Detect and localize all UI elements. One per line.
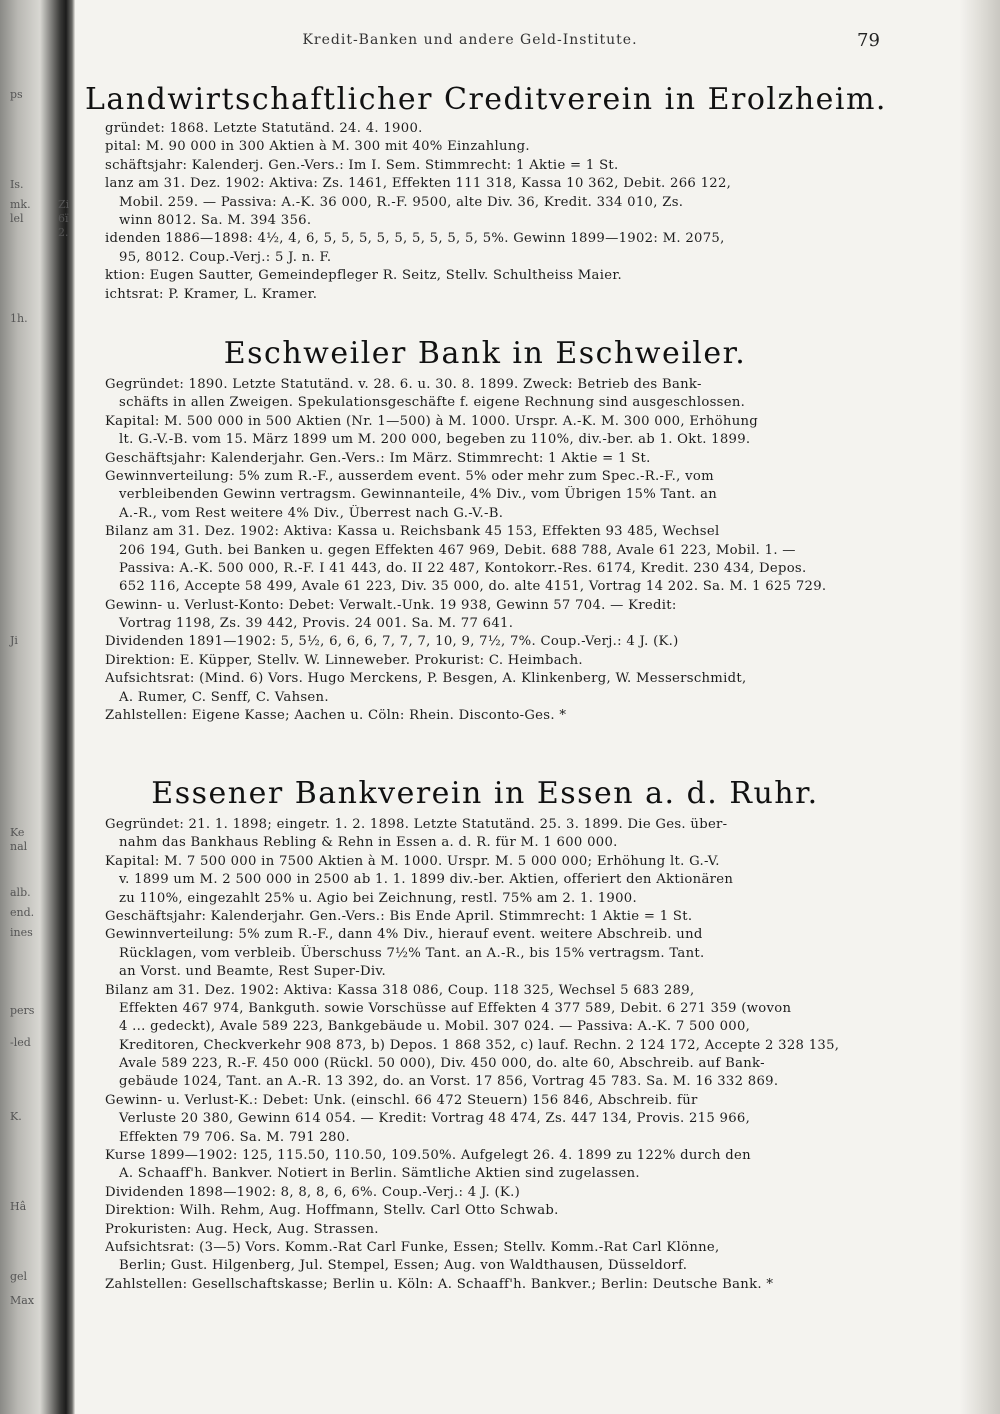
entry-line: Effekten 467 974, Bankguth. sowie Vorschüsse auf Effekten 4 377 589, Debit. 6 271 359 (wovon [119,1000,792,1016]
entry-line: Vortrag 1198, Zs. 39 442, Provis. 24 001. Sa. M. 77 641. [119,616,514,632]
entry-line: Zahlstellen: Eigene Kasse; Aachen u. Cöln: Rhein. Disconto-Ges. * [105,708,567,724]
section-title: Landwirtschaftlicher Creditverein in Erolzheim. [85,82,887,117]
entry-line: lanz am 31. Dez. 1902: Aktiva: Zs. 1461, Effekten 111 318, Kassa 10 362, Debit. 266 122, [105,176,732,192]
entry-line: pital: M. 90 000 in 300 Aktien à M. 300 mit 40% Einzahlung. [105,139,530,155]
entry-line: schäfts in allen Zweigen. Spekulationsgeschäfte f. eigene Rechnung sind ausgeschlossen. [119,395,746,411]
entry-line: Passiva: A.-K. 500 000, R.-F. I 41 443, do. II 22 487, Kontokorr.-Res. 6174, Kredit. 230 434, Depos. [119,560,807,576]
entry-line: 652 116, Accepte 58 499, Avale 61 223, Div. 35 000, do. alte 4151, Vortrag 14 202. Sa. M. 1 625 729. [119,579,827,595]
entry-line: gebäude 1024, Tant. an A.-R. 13 392, do. an Vorst. 17 856, Vortrag 45 783. Sa. M. 16 332 869. [119,1074,779,1090]
entry-line: Kreditoren, Checkverkehr 908 873, b) Depos. 1 868 352, c) lauf. Rechn. 2 124 172, Accepte 2 328 135, [119,1037,840,1053]
margin-fragment: lel [10,212,24,225]
margin-fragment: mk. [10,198,31,211]
entry-line: Berlin; Gust. Hilgenberg, Jul. Stempel, Essen; Aug. von Waldthausen, Düsseldorf. [119,1258,688,1274]
entry-line: ichtsrat: P. Kramer, L. Kramer. [105,286,318,302]
entry-line: Rücklagen, vom verbleib. Überschuss 7½% Tant. an A.-R., bis 15% vertragsm. Tant. [119,945,705,961]
entry-line: idenden 1886—1898: 4½, 4, 6, 5, 5, 5, 5, 5, 5, 5, 5, 5, 5%. Gewinn 1899—1902: M. 2075, [105,231,725,247]
entry-line: Gegründet: 21. 1. 1898; eingetr. 1. 2. 1898. Letzte Statutänd. 25. 3. 1899. Die Ges. über- [105,817,728,832]
entry-line: 206 194, Guth. bei Banken u. gegen Effekten 467 969, Debit. 688 788, Avale 61 223, Mobil. 1. — [119,542,796,558]
margin-fragment: gel [10,1270,28,1283]
entry-line: Effekten 79 706. Sa. M. 791 280. [119,1129,350,1145]
margin-fragment: nal [10,840,28,853]
entry-line: Bilanz am 31. Dez. 1902: Aktiva: Kassa u. Reichsbank 45 153, Effekten 93 485, Wechsel [105,524,720,540]
entry-line: Kapital: M. 7 500 000 in 7500 Aktien à M. 1000. Urspr. M. 5 000 000; Erhöhung lt. G.-V. [105,853,720,869]
entry-line: Prokuristen: Aug. Heck, Aug. Strassen. [105,1221,379,1237]
margin-fragment: Ji [10,634,18,647]
entry-line: Geschäftsjahr: Kalenderjahr. Gen.-Vers.: Im März. Stimmrecht: 1 Aktie = 1 St. [105,450,651,466]
entry-line: Geschäftsjahr: Kalenderjahr. Gen.-Vers.: Bis Ende April. Stimmrecht: 1 Aktie = 1 St. [105,908,693,924]
entry-line: Kapital: M. 500 000 in 500 Aktien (Nr. 1—500) à M. 1000. Urspr. A.-K. M. 300 000, Erhöhung [105,413,759,429]
entry-line: A. Rumer, C. Senff, C. Vahsen. [119,689,329,705]
margin-fragment: -led [10,1036,31,1049]
entry-line: Aufsichtsrat: (Mind. 6) Vors. Hugo Merckens, P. Besgen, A. Klinkenberg, W. Messerschmidt, [105,671,747,687]
margin-fragment: alb. [10,886,31,899]
entry-line: Gewinn- u. Verlust-K.: Debet: Unk. (einschl. 66 472 Steuern) 156 846, Abschreib. für [105,1092,698,1108]
entry-line: Aufsichtsrat: (3—5) Vors. Komm.-Rat Carl Funke, Essen; Stellv. Komm.-Rat Carl Klönne, [105,1239,720,1255]
margin-fragment: 6ï [58,212,69,225]
entry-line: Direktion: Wilh. Rehm, Aug. Hoffmann, Stellv. Carl Otto Schwab. [105,1203,559,1219]
entry-line: Kurse 1899—1902: 125, 115.50, 110.50, 109.50%. Aufgelegt 26. 4. 1899 zu 122% durch den [105,1148,751,1164]
entry-line: ktion: Eugen Sautter, Gemeindepfleger R. Seitz, Stellv. Schultheiss Maier. [105,268,622,284]
margin-fragment: Hâ [10,1200,27,1213]
entry-line: schäftsjahr: Kalenderj. Gen.-Vers.: Im I. Sem. Stimmrecht: 1 Aktie = 1 St. [105,157,619,173]
entry-line: Dividenden 1898—1902: 8, 8, 8, 6, 6%. Coup.-Verj.: 4 J. (K.) [105,1184,521,1200]
margin-fragment: end. [10,906,35,919]
entry-line: Bilanz am 31. Dez. 1902: Aktiva: Kassa 318 086, Coup. 118 325, Wechsel 5 683 289, [105,982,695,998]
entry-line: an Vorst. und Beamte, Rest Super-Div. [119,964,387,980]
section-title: Eschweiler Bank in Eschweiler. [223,336,747,371]
entry-line: 95, 8012. Coup.-Verj.: 5 J. n. F. [119,249,332,265]
margin-fragment: K. [10,1110,22,1123]
running-header: Kredit-Banken und andere Geld-Institute. [302,32,638,48]
page-edge-shadow [960,0,1000,1414]
entry-line: Zahlstellen: Gesellschaftskasse; Berlin u. Köln: A. Schaaff'h. Bankver.; Berlin: Deutsche Bank. * [105,1276,774,1292]
margin-fragment: pers [10,1004,35,1017]
entry-line: Gegründet: 1890. Letzte Statutänd. v. 28. 6. u. 30. 8. 1899. Zweck: Betrieb des Bank- [105,377,702,392]
margin-fragment: Zi [58,198,70,211]
entry-line: Verluste 20 380, Gewinn 614 054. — Kredit: Vortrag 48 474, Zs. 447 134, Provis. 215 966, [119,1111,751,1127]
section-entry [105,120,880,304]
margin-fragment: ines [10,926,33,939]
margin-fragment: Max [10,1294,35,1307]
margin-fragment: Ke [10,826,25,839]
margin-fragment: 2. [58,226,69,239]
section-title: Essener Bankverein in Essen a. d. Ruhr. [151,776,819,811]
entry-line: A.-R., vom Rest weitere 4% Div., Überrest nach G.-V.-B. [119,505,504,521]
entry-line: Gewinnverteilung: 5% zum R.-F., ausserdem event. 5% oder mehr zum Spec.-R.-F., vom [105,468,714,484]
entry-line: nahm das Bankhaus Rebling & Rehn in Essen a. d. R. für M. 1 600 000. [119,835,618,851]
page-number: 79 [857,30,880,51]
entry-line: Mobil. 259. — Passiva: A.-K. 36 000, R.-F. 9500, alte Div. 36, Kredit. 334 010, Zs. [119,194,684,210]
entry-line: v. 1899 um M. 2 500 000 in 2500 ab 1. 1. 1899 div.-ber. Aktien, offeriert den Aktionären [119,872,734,888]
margin-fragment: 1h. [10,312,28,325]
entry-line: Gewinnverteilung: 5% zum R.-F., dann 4% Div., hierauf event. weitere Abschreib. und [105,927,703,943]
entry-line: A. Schaaff'h. Bankver. Notiert in Berlin. Sämtliche Aktien sind zugelassen. [119,1166,640,1182]
margin-fragment: ps [10,88,23,101]
entry-line: Dividenden 1891—1902: 5, 5½, 6, 6, 6, 7, 7, 7, 10, 9, 7½, 7%. Coup.-Verj.: 4 J. (K.) [105,634,679,650]
entry-line: winn 8012. Sa. M. 394 356. [119,212,312,228]
entry-line: Direktion: E. Küpper, Stellv. W. Linneweber. Prokurist: C. Heimbach. [105,652,583,668]
entry-line: 4 ... gedeckt), Avale 589 223, Bankgebäude u. Mobil. 307 024. — Passiva: A.-K. 7 500 000, [119,1019,751,1035]
entry-line: gründet: 1868. Letzte Statutänd. 24. 4. 1900. [105,121,423,136]
margin-fragment: Is. [10,178,24,191]
entry-line: verbleibenden Gewinn vertragsm. Gewinnanteile, 4% Div., vom Übrigen 15% Tant. an [119,487,718,503]
section-entry [105,816,880,1294]
entry-line: Gewinn- u. Verlust-Konto: Debet: Verwalt.-Unk. 19 938, Gewinn 57 704. — Kredit: [105,597,677,613]
entry-line: zu 110%, eingezahlt 25% u. Agio bei Zeichnung, restl. 75% am 2. 1. 1900. [119,890,637,906]
section-entry [105,376,880,725]
entry-line: lt. G.-V.-B. vom 15. März 1899 um M. 200 000, begeben zu 110%, div.-ber. ab 1. Okt. 1899. [119,432,751,448]
entry-line: Avale 589 223, R.-F. 450 000 (Rückl. 50 000), Div. 450 000, do. alte 60, Abschreib. auf Bank- [119,1056,765,1072]
